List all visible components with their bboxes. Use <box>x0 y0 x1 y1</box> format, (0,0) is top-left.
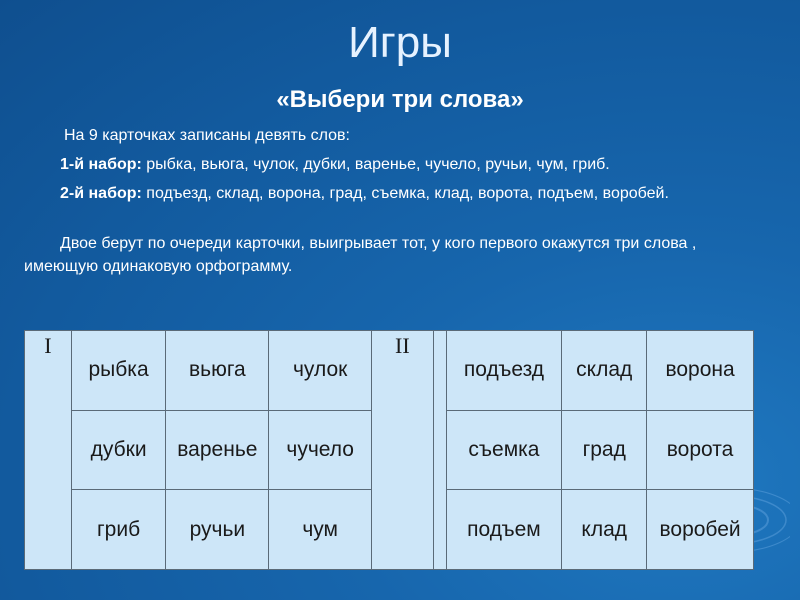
word-cell: рыбка <box>71 331 166 411</box>
table-row <box>25 331 754 411</box>
word-cell: вьюга <box>166 331 269 411</box>
group-1-label: I <box>25 331 72 570</box>
game-name: «Выбери три слова» <box>276 86 524 113</box>
word-cell: подъем <box>446 490 562 570</box>
set-2-words: подъезд, склад, ворона, град, съемка, клад, ворота, подъем, воробей. <box>141 185 669 202</box>
word-cell: воробей <box>647 490 754 570</box>
slide-title: Игры <box>348 18 452 67</box>
word-cell: ворота <box>647 410 754 490</box>
word-cell: клад <box>562 490 647 570</box>
word-cell: ворона <box>647 331 754 411</box>
word-cell: гриб <box>71 490 166 570</box>
word-cell: чулок <box>269 331 372 411</box>
word-cell: ручьи <box>166 490 269 570</box>
word-cards-table <box>24 330 754 570</box>
intro-text: На 9 карточках записаны девять слов: <box>64 127 350 144</box>
set-2-description <box>24 182 764 205</box>
set-2-label: 2-й набор: <box>60 185 142 202</box>
word-cell: чум <box>269 490 372 570</box>
word-cell: съемка <box>446 410 562 490</box>
set-1-description <box>24 153 764 176</box>
word-cell: склад <box>562 331 647 411</box>
word-cell: варенье <box>166 410 269 490</box>
group-divider <box>433 331 446 570</box>
word-cell: чучело <box>269 410 372 490</box>
rules-text: Двое берут по очереди карточки, выигрывает тот, у кого первого окажутся три слова , имеющую одинаковую орфограмму. <box>24 235 697 275</box>
word-cell: град <box>562 410 647 490</box>
group-2-label: II <box>372 331 434 570</box>
word-cell: подъезд <box>446 331 562 411</box>
word-cell: дубки <box>71 410 166 490</box>
set-1-label: 1-й набор: <box>60 156 142 173</box>
set-1-words: рыбка, вьюга, чулок, дубки, варенье, чучело, ручьи, чум, гриб. <box>141 156 610 173</box>
